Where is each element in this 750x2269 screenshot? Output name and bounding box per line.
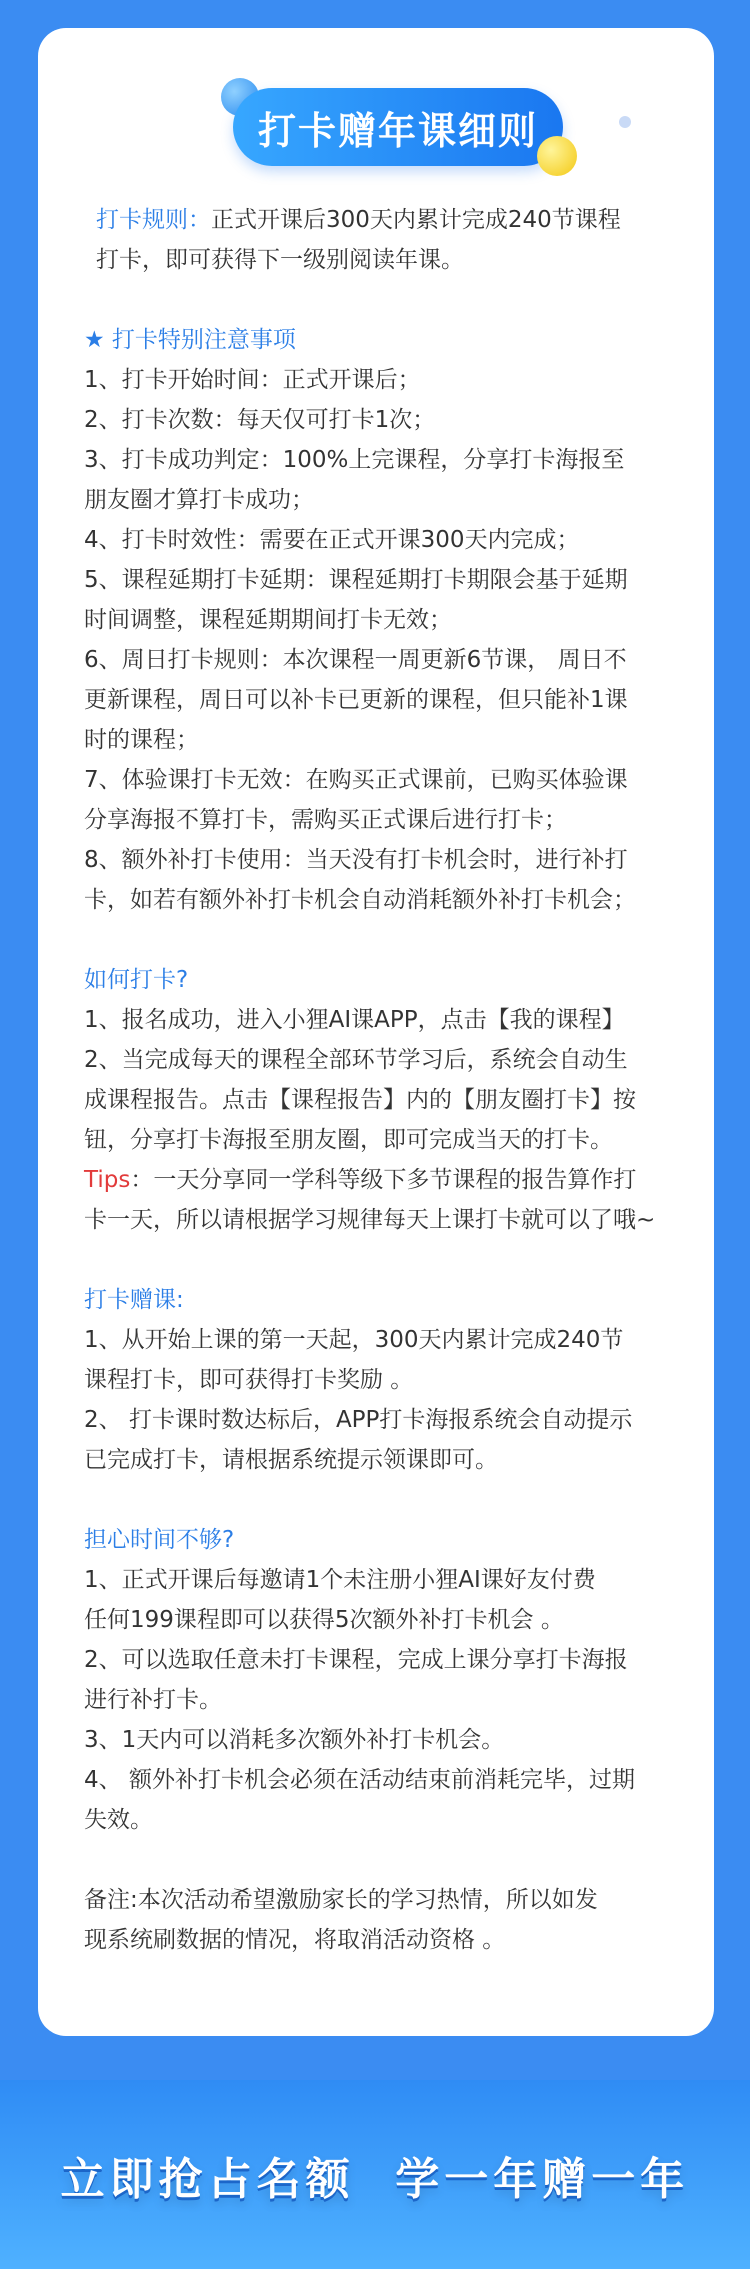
notice-line: 更新课程，周日可以补卡已更新的课程，但只能补1课 [84,687,628,713]
worry-heading: 担心时间不够? [84,1527,235,1553]
notice-section [84,320,684,920]
notice-line: 朋友圈才算打卡成功； [84,487,314,513]
notice-line: 7、体验课打卡无效：在购买正式课前，已购买体验课 [84,767,628,793]
cta-banner[interactable] [0,2080,750,2269]
rules-content [84,200,684,1960]
tips-text-2: 卡一天，所以请根据学习规律每天上课打卡就可以了哦~ [84,1207,656,1233]
worry-line: 1、正式开课后每邀请1个未注册小狸AI课好友付费 [84,1567,596,1593]
notice-line: 6、周日打卡规则：本次课程一周更新6节课， 周日不 [84,647,627,673]
notice-line: 2、打卡次数：每天仅可打卡1次； [84,407,436,433]
how-line: 钮，分享打卡海报至朋友圈，即可完成当天的打卡。 [84,1127,613,1153]
notice-line: 时间调整，课程延期期间打卡无效； [84,607,452,633]
notice-line: 3、打卡成功判定：100%上完课程，分享打卡海报至 [84,447,625,473]
worry-line: 任何199课程即可以获得5次额外补打卡机会 。 [84,1607,564,1633]
rules-label: 打卡规则： [96,207,211,233]
page-title: 打卡赠年课细则 [233,88,563,166]
small-bubble-decoration [619,116,631,128]
rules-section [84,200,684,280]
how-line: 2、当完成每天的课程全部环节学习后，系统会自动生 [84,1047,628,1073]
worry-line: 失效。 [84,1807,153,1833]
reward-line: 2、 打卡课时数达标后，APP打卡海报系统会自动提示 [84,1407,633,1433]
tips-line [84,1160,684,1200]
rules-text-2: 打卡，即可获得下一级别阅读年课。 [96,247,464,273]
reward-section [84,1280,684,1480]
rules-line-1 [96,200,684,240]
how-section [84,960,684,1240]
notice-line: 卡，如若有额外补打卡机会自动消耗额外补打卡机会； [84,887,636,913]
worry-line: 进行补打卡。 [84,1687,222,1713]
cta-banner-text[interactable]: 立即抢占名额 学一年赠一年 [60,2153,690,2205]
worry-line: 4、 额外补打卡机会必须在活动结束前消耗完毕，过期 [84,1767,635,1793]
how-line: 1、报名成功，进入小狸AI课APP，点击【我的课程】 [84,1007,625,1033]
reward-line: 已完成打卡，请根据系统提示领课即可。 [84,1447,498,1473]
reward-line: 课程打卡，即可获得打卡奖励 。 [84,1367,414,1393]
reward-heading: 打卡赠课: [84,1287,184,1313]
notice-line: 4、打卡时效性：需要在正式开课300天内完成； [84,527,580,553]
title-badge [193,58,589,168]
notice-line: 时的课程； [84,727,199,753]
reward-line: 1、从开始上课的第一天起，300天内累计完成240节 [84,1327,624,1353]
note-section [84,1880,684,1960]
worry-line: 3、1天内可以消耗多次额外补打卡机会。 [84,1727,505,1753]
notice-line: 1、打卡开始时间：正式开课后； [84,367,421,393]
note-line: 现系统刷数据的情况，将取消活动资格 。 [84,1927,506,1953]
tips-text: ：一天分享同一学科等级下多节课程的报告算作打 [130,1167,637,1193]
notice-line: 分享海报不算打卡，需购买正式课后进行打卡； [84,807,567,833]
note-line: 备注:本次活动希望激励家长的学习热情，所以如发 [84,1887,598,1913]
notice-line: 8、额外补打卡使用：当天没有打卡机会时，进行补打 [84,847,628,873]
notice-heading: ★ 打卡特别注意事项 [84,327,296,353]
yellow-bubble-decoration [537,136,577,176]
worry-line: 2、可以选取任意未打卡课程，完成上课分享打卡海报 [84,1647,628,1673]
how-heading: 如何打卡? [84,967,189,993]
worry-section [84,1520,684,1840]
rules-text: 正式开课后300天内累计完成240节课程 [211,207,621,233]
how-line: 成课程报告。点击【课程报告】内的【朋友圈打卡】按 [84,1087,636,1113]
notice-line: 5、课程延期打卡延期：课程延期打卡期限会基于延期 [84,567,628,593]
tips-label: Tips [84,1167,131,1193]
